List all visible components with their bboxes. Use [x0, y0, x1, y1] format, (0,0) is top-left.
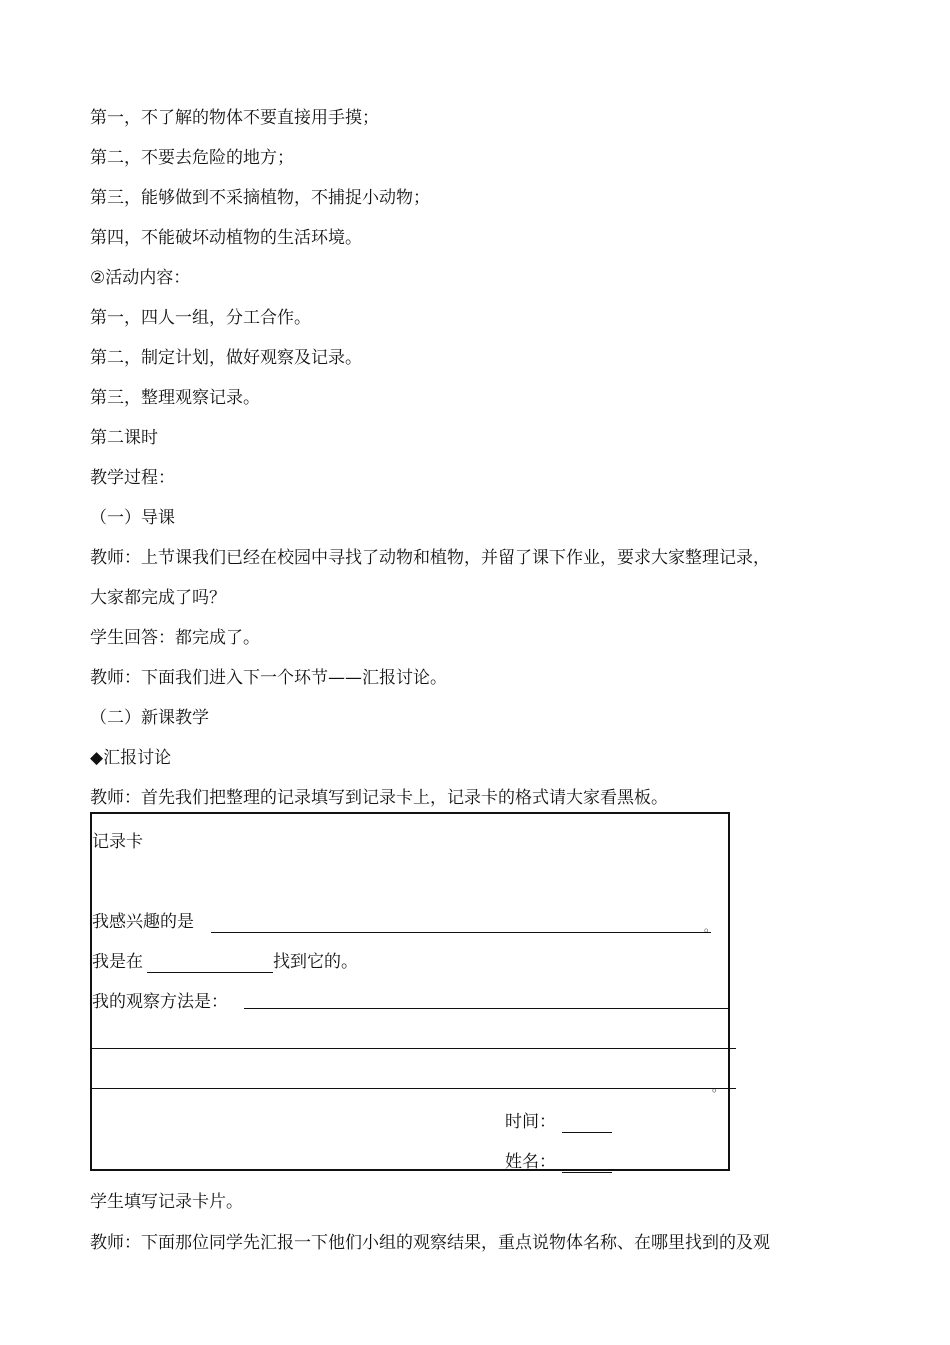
text-line: ◆汇报讨论: [90, 748, 172, 768]
text-line: 第三，整理观察记录。: [90, 388, 260, 408]
method-label: 我的观察方法是：: [92, 992, 228, 1012]
time-row: [505, 1111, 612, 1133]
text-line: 教师：下面那位同学先汇报一下他们小组的观察结果，重点说物体名称、在哪里找到的及观: [90, 1233, 770, 1253]
text-line: 第一，四人一组，分工合作。: [90, 308, 311, 328]
text-line: 第二，制定计划，做好观察及记录。: [90, 348, 362, 368]
interest-label: 我感兴趣的是: [92, 912, 194, 932]
name-blank[interactable]: [562, 1154, 612, 1173]
record-card-title: 记录卡: [92, 832, 143, 852]
text-line: 教师：下面我们进入下一个环节——汇报讨论。: [90, 668, 447, 688]
record-card: [90, 812, 730, 1171]
time-blank[interactable]: [562, 1114, 612, 1133]
method-blank-3[interactable]: [92, 1088, 736, 1089]
interest-end-mark: 。: [704, 920, 717, 934]
method-blank-2[interactable]: [92, 1048, 736, 1049]
location-row: [92, 951, 358, 973]
text-line: 第四，不能破坏动植物的生活环境。: [90, 228, 362, 248]
time-label: 时间：: [505, 1112, 556, 1132]
text-line: 教师：上节课我们已经在校园中寻找了动物和植物，并留了课下作业，要求大家整理记录，: [90, 548, 770, 568]
method-end-mark: 。: [712, 1080, 725, 1094]
text-line: 学生回答：都完成了。: [90, 628, 260, 648]
subsection-heading: （一）导课: [90, 508, 175, 528]
name-row: [505, 1151, 612, 1173]
text-line: 第三，能够做到不采摘植物，不捕捉小动物；: [90, 188, 430, 208]
interest-blank[interactable]: [211, 914, 711, 933]
text-line: 教师：首先我们把整理的记录填写到记录卡上，记录卡的格式请大家看黑板。: [90, 788, 668, 808]
text-line: 大家都完成了吗？: [90, 588, 226, 608]
found-suffix: 找到它的。: [273, 952, 358, 972]
found-prefix: 我是在: [92, 952, 143, 972]
text-line: 学生填写记录卡片。: [90, 1192, 243, 1212]
section-heading: 第二课时: [90, 428, 158, 448]
text-line: 第二，不要去危险的地方；: [90, 148, 294, 168]
text-line: 教学过程：: [90, 468, 175, 488]
subsection-heading: （二）新课教学: [90, 708, 209, 728]
text-line: 第一，不了解的物体不要直接用手摸；: [90, 108, 379, 128]
method-blank-1[interactable]: [244, 1008, 730, 1009]
name-label: 姓名：: [505, 1152, 556, 1172]
interest-row: [92, 911, 711, 933]
method-row: [92, 991, 228, 1013]
location-blank[interactable]: [147, 954, 273, 973]
text-line: ②活动内容：: [90, 268, 191, 288]
